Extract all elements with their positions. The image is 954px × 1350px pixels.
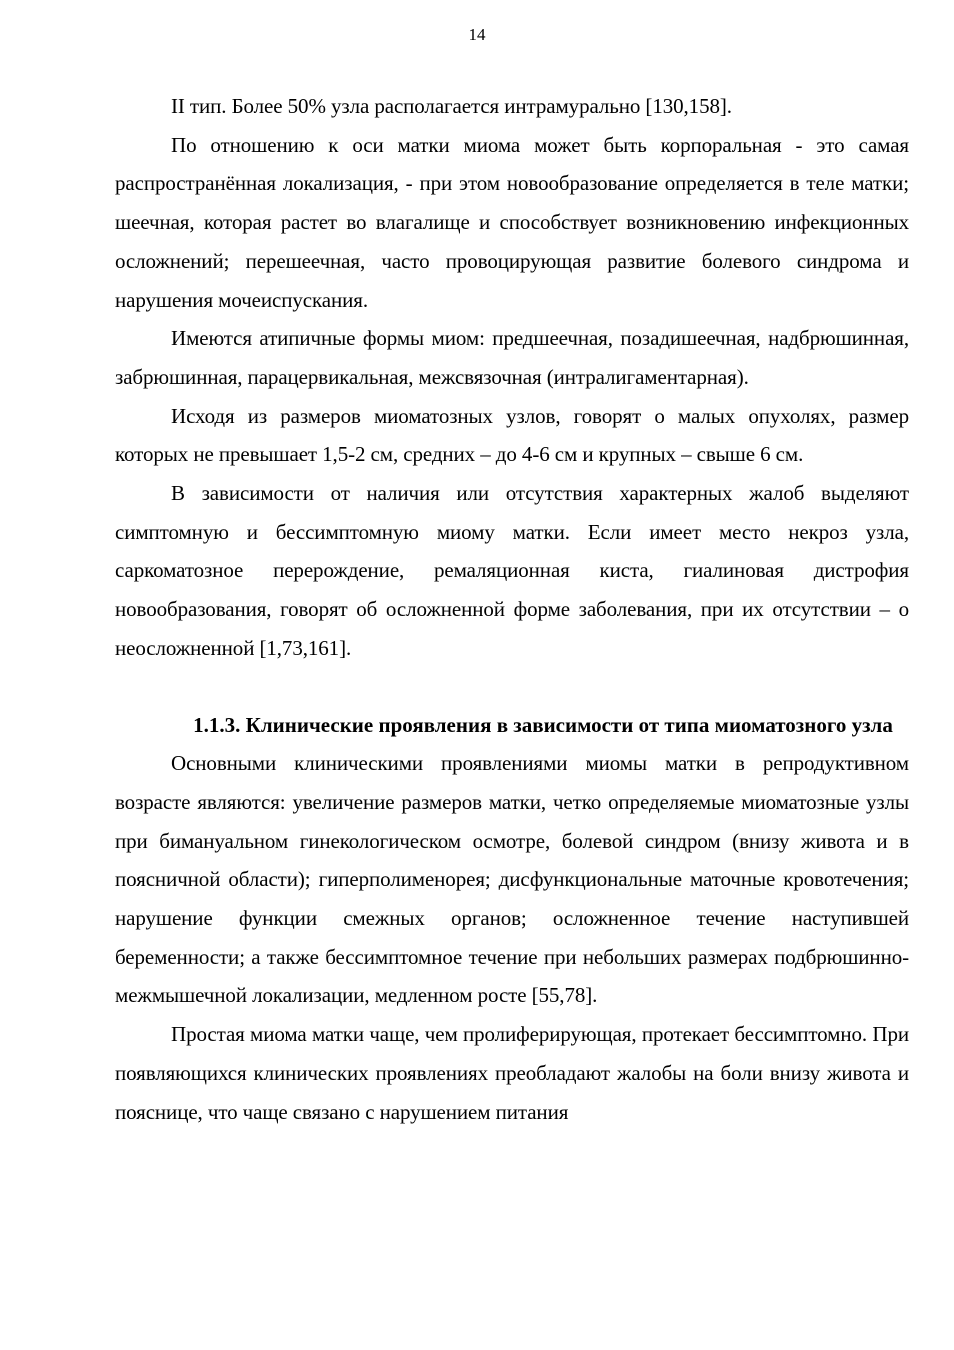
paragraph-symptomatic: В зависимости от наличия или отсутствия характерных жалоб выделяют симптомную и бессимптомную миому матки. Если имеет место некроз узла, саркоматозное перерождение, ремаляционная киста, гиалиновая дистрофия новообразования, говорят об осложненной форме заболевания, при их отсутствии – о неосложненной [1,73,161]. (115, 481, 909, 660)
paragraph-axis-localization: По отношению к оси матки миома может быть корпоральная - это самая распространённая локализация, - при этом новообразование определяется в теле матки; шеечная, которая растет во влагалище и способствует возникновению инфекционных осложнений; перешеечная, часто провоцирующая развитие болевого синдрома и нарушения мочеиспускания. (115, 132, 909, 312)
paragraph-atypical-forms: Имеются атипичные формы миом: предшеечная, позадишеечная, надбрюшинная, забрюшинная, парацервикальная, межсвязочная (интралигаментарная). (115, 326, 909, 389)
page-number: 14 (468, 25, 486, 44)
paragraph-clinical-manifestations: Основными клиническими проявлениями миомы матки в репродуктивном возрасте являются: увеличение размеров матки, четко определяемые миоматозные узлы при бимануальном гинекологическом осмотре, болевой синдром (внизу живота и в поясничной области); гиперполименорея; дисфункциональные маточные кровотечения; нарушение функции смежных органов; осложненное течение наступившей беременности; а также бессимптомное течение при небольших размерах подбрюшинно-межмышечной локализации, медленном росте [55,78]. (115, 751, 909, 1008)
paragraph-type-ii: II тип. Более 50% узла располагается интрамурально [130,158]. (171, 94, 732, 118)
section-heading: 1.1.3. Клинические проявления в зависимости от типа миоматозного узла (193, 712, 893, 737)
section-spacer (115, 668, 909, 706)
document-body (115, 87, 909, 1131)
paragraph-simple-myoma: Простая миома матки чаще, чем пролиферирующая, протекает бессимптомно. При появляющихся клинических проявлениях преобладают жалобы на боли внизу живота и пояснице, что чаще связано с нарушением питания (115, 1022, 909, 1124)
paragraph-node-sizes: Исходя из размеров миоматозных узлов, говорят о малых опухолях, размер которых не превышает 1,5-2 см, средних – до 4-6 см и крупных – свыше 6 см. (115, 403, 909, 467)
